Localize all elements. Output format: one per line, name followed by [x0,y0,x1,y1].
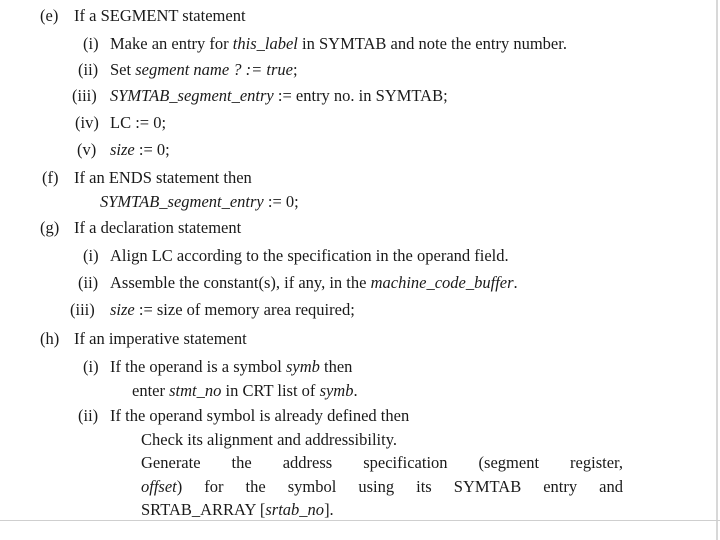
step-f-heading [42,168,252,188]
sub-text: in SYMTAB and note the entry number. [297,34,567,53]
sub-text: := 0; [263,192,299,211]
sub-text: . [353,381,358,400]
sub-label: (iv) [75,113,99,132]
step-e-i [83,34,567,54]
sub-text: Generate the address specification (segment register, [141,453,623,472]
step-h-ii-generate-1 [141,453,623,473]
sub-text: If the operand is a symbol [110,357,286,376]
sub-term: stmt_no [169,381,222,400]
step-h-i [83,357,352,377]
sub-term: this_label [232,34,298,53]
sub-text: SRTAB_ARRAY [ [141,500,266,519]
sub-term: SYMTAB_segment_entry [110,86,274,105]
sub-text: then [319,357,353,376]
sub-term: symb [319,381,354,400]
step-text: If an ENDS statement then [74,168,252,187]
step-e-iv [75,113,166,133]
sub-text: Make an entry for [110,34,233,53]
sub-label: (ii) [78,273,99,292]
step-e-v [77,140,170,160]
sub-text: ) for the symbol using its SYMTAB entry and [176,477,623,496]
sub-label: (i) [83,246,99,265]
sub-text: Assemble the constant(s), if any, in the [110,273,371,292]
step-e-heading [40,6,246,26]
step-h-i-cont [132,381,358,401]
page-edge-divider [716,0,718,540]
step-label: (g) [40,218,60,237]
step-e-ii [78,60,298,80]
step-g-ii [78,273,518,293]
step-g-i [83,246,509,266]
sub-term: size [110,300,135,319]
sub-term: size [110,140,135,159]
sub-text: LC := 0; [110,113,167,132]
sub-text: If the operand symbol is already defined then [110,406,410,425]
sub-text: . [513,273,518,292]
bottom-divider [0,520,720,521]
sub-text: := 0; [134,140,170,159]
sub-label: (i) [83,34,99,53]
sub-text: ]. [324,500,334,519]
step-f-body [100,192,299,212]
step-label: (f) [42,168,59,187]
sub-text: in CRT list of [221,381,320,400]
sub-text: Check its alignment and addressibility. [141,430,398,449]
sub-label: (ii) [78,406,99,425]
step-text: If a SEGMENT statement [74,6,246,25]
sub-text: Align LC according to the specification in the operand field. [110,246,509,265]
sub-label: (iii) [70,300,95,319]
sub-text: := size of memory area required; [134,300,355,319]
sub-term: offset [141,477,177,496]
sub-text: ; [292,60,298,79]
sub-label: (i) [83,357,99,376]
sub-text: := entry no. in SYMTAB; [273,86,448,105]
sub-term: srtab_no [265,500,325,519]
sub-term: machine_code_buffer [370,273,514,292]
sub-text: Set [110,60,136,79]
step-h-ii-check [141,430,397,450]
sub-label: (iii) [72,86,97,105]
sub-label: (ii) [78,60,99,79]
step-g-iii [70,300,355,320]
step-h-heading [40,329,247,349]
step-h-ii [78,406,409,426]
sub-text: enter [132,381,170,400]
step-h-ii-generate-2 [141,477,623,497]
sub-term: segment name ? := true [135,60,293,79]
step-g-heading [40,218,241,238]
step-h-ii-generate-3 [141,500,334,520]
sub-term: SYMTAB_segment_entry [100,192,264,211]
sub-term: symb [285,357,320,376]
step-label: (h) [40,329,60,348]
step-label: (e) [40,6,59,25]
step-text: If a declaration statement [74,218,242,237]
step-e-iii [72,86,448,106]
step-text: If an imperative statement [74,329,247,348]
sub-label: (v) [77,140,97,159]
